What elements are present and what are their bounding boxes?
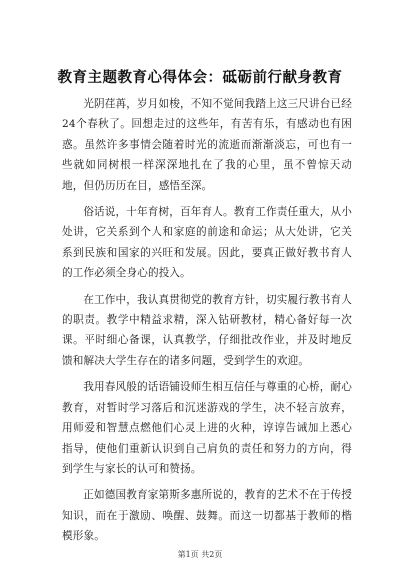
- paragraph-3: 在工作中，我认真贯彻党的教育方针，切实履行教书育人的职责。教学中精益求精，深入钻研教材，精心备好每一次课。平时细心备课，认真教学，仔细批改作业，并及时地反馈和解决大学生存在的诸多问题，受到学生的欢迎。: [62, 293, 352, 367]
- paragraph-4: 我用春风般的话语铺设师生相互信任与尊重的心桥，耐心教育，对暂时学习落后和沉迷游戏的学生，决不轻言放弃，用师爱和智慧点燃他们心灵上进的火种，谆谆告诫加上悉心指导，使他们重新认识到自己肩负的责任和努力的方向，得到学生与家长的认可和赞扬。: [62, 381, 352, 475]
- page-number-footer: 第1页 共2页: [177, 550, 223, 559]
- document-body: [62, 94, 352, 553]
- document-title: 教育主题教育心得体会：砥砺前行献身教育: [57, 70, 343, 86]
- paragraph-1: 光阴荏苒，岁月如梭，不知不觉间我踏上这三尺讲台已经24个春秋了。回想走过的这些年，有苦有乐，有感动也有困惑。虽然许多事情会随着时光的流逝而渐渐淡忘，可也有一些就如同树根一样深深地扎在了我的心里，虽不曾惊天动地，但仍历历在目，感悟至深。: [62, 98, 352, 192]
- paragraph-2: 俗话说，十年育树，百年育人。教育工作责任重大，从小处讲，它关系到个人和家庭的前途和命运；从大处讲，它关系到民族和国家的兴旺和发展。因此，要真正做好教书育人的工作必须全身心的投入。: [62, 206, 352, 280]
- paragraph-5: 正如德国教育家第斯多惠所说的，教育的艺术不在于传授知识，而在于激励、唤醒、鼓舞。而这一切都基于教师的楷模形象。: [62, 489, 352, 543]
